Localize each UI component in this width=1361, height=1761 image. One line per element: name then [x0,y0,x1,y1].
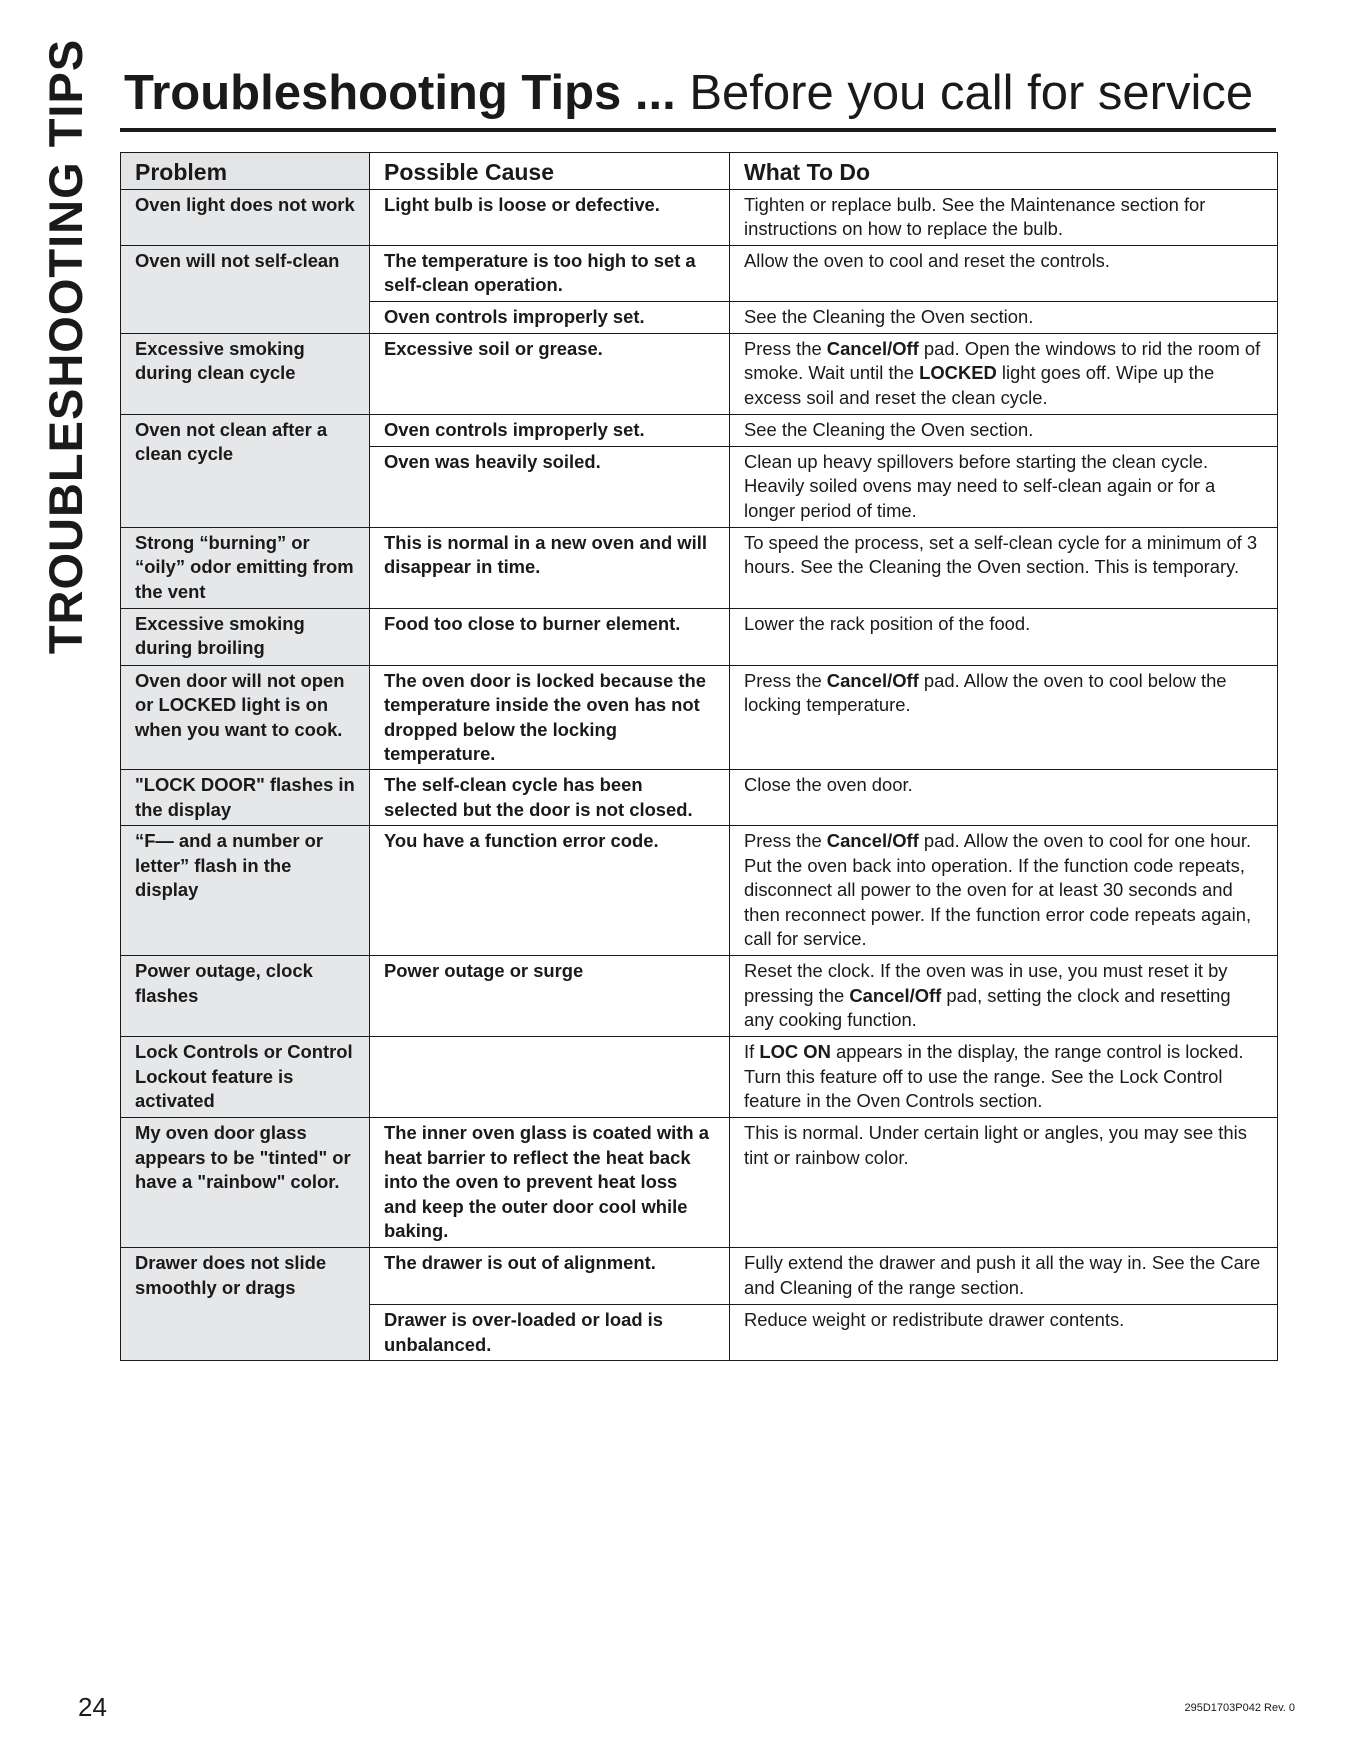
table-row [121,1037,1278,1118]
problem-cell: Strong “burning” or “oily” odor emitting from the vent [121,527,370,608]
todo-cell: Lower the rack position of the food. [730,608,1278,665]
table-row [121,333,1278,414]
table-row [121,1248,1278,1305]
title-rule [120,128,1276,132]
todo-cell: If LOC ON appears in the display, the range control is locked. Turn this feature off to use the range. See the Lock Control feature in the Oven Controls section. [730,1037,1278,1118]
table-row [121,414,1278,446]
todo-cell: This is normal. Under certain light or angles, you may see this tint or rainbow color. [730,1118,1278,1248]
table-row [121,770,1278,826]
todo-cell: See the Cleaning the Oven section. [730,301,1278,333]
cause-cell: The inner oven glass is coated with a heat barrier to reflect the heat back into the oven to prevent heat loss and keep the outer door cool while baking. [370,1118,730,1248]
table-row [121,1118,1278,1248]
table-row [121,245,1278,301]
cause-cell: Oven controls improperly set. [370,301,730,333]
todo-cell: Reset the clock. If the oven was in use, you must reset it by pressing the Cancel/Off pad, setting the clock and resetting any cooking function. [730,956,1278,1037]
cause-cell: You have a function error code. [370,826,730,956]
problem-cell: My oven door glass appears to be "tinted" or have a "rainbow" color. [121,1118,370,1248]
page-title [124,64,1253,123]
table-row [121,826,1278,956]
problem-cell: "LOCK DOOR" flashes in the display [121,770,370,826]
cause-cell: Excessive soil or grease. [370,333,730,414]
todo-cell: Press the Cancel/Off pad. Open the windows to rid the room of smoke. Wait until the LOCKED light goes off. Wipe up the excess soil and reset the clean cycle. [730,333,1278,414]
todo-cell: Fully extend the drawer and push it all the way in. See the Care and Cleaning of the range section. [730,1248,1278,1305]
cause-cell: The temperature is too high to set a self-clean operation. [370,245,730,301]
problem-cell: Oven light does not work [121,190,370,246]
table-header-row [121,153,1278,190]
todo-cell: Press the Cancel/Off pad. Allow the oven to cool below the locking temperature. [730,665,1278,770]
title-normal: Before you call for service [689,66,1254,120]
problem-cell: Lock Controls or Control Lockout feature is activated [121,1037,370,1118]
table-row [121,608,1278,665]
table-row [121,527,1278,608]
cause-cell: Light bulb is loose or defective. [370,190,730,246]
troubleshooting-table [120,152,1278,1361]
cause-cell: The self-clean cycle has been selected but the door is not closed. [370,770,730,826]
problem-cell: Oven not clean after a clean cycle [121,414,370,527]
problem-cell: Excessive smoking during clean cycle [121,333,370,414]
todo-cell: Reduce weight or redistribute drawer contents. [730,1305,1278,1361]
cause-cell: Oven controls improperly set. [370,414,730,446]
cause-cell: Oven was heavily soiled. [370,446,730,527]
side-tab [38,38,94,654]
problem-cell: Drawer does not slide smoothly or drags [121,1248,370,1361]
cause-cell: Food too close to burner element. [370,608,730,665]
cause-cell: Power outage or surge [370,956,730,1037]
problem-cell: Oven door will not open or LOCKED light is on when you want to cook. [121,665,370,770]
todo-cell: See the Cleaning the Oven section. [730,414,1278,446]
problem-cell: Oven will not self-clean [121,245,370,333]
side-tab-label: TROUBLESHOOTING TIPS [39,38,93,654]
table-row [121,956,1278,1037]
title-bold: Troubleshooting Tips ... [124,66,676,120]
header-todo: What To Do [730,153,1278,190]
cause-cell: The oven door is locked because the temperature inside the oven has not dropped below the locking temperature. [370,665,730,770]
todo-cell: To speed the process, set a self-clean cycle for a minimum of 3 hours. See the Cleaning the Oven section. This is temporary. [730,527,1278,608]
problem-cell: Power outage, clock flashes [121,956,370,1037]
todo-cell: Press the Cancel/Off pad. Allow the oven to cool for one hour. Put the oven back into operation. If the function code repeats, disconnect all power to the oven for at least 30 seconds and then reconnect power. If the function error code repeats again, call for service. [730,826,1278,956]
table-row [121,190,1278,246]
header-problem: Problem [121,153,370,190]
table-row [121,665,1278,770]
cause-cell: This is normal in a new oven and will disappear in time. [370,527,730,608]
problem-cell: Excessive smoking during broiling [121,608,370,665]
page-number: 24 [78,1692,107,1722]
header-cause: Possible Cause [370,153,730,190]
todo-cell: Allow the oven to cool and reset the controls. [730,245,1278,301]
cause-cell: The drawer is out of alignment. [370,1248,730,1305]
document-code: 295D1703P042 Rev. 0 [1184,1702,1295,1714]
todo-cell: Tighten or replace bulb. See the Maintenance section for instructions on how to replace the bulb. [730,190,1278,246]
todo-cell: Close the oven door. [730,770,1278,826]
cause-cell [370,1037,730,1118]
problem-cell: “F— and a number or letter” flash in the display [121,826,370,956]
cause-cell: Drawer is over-loaded or load is unbalanced. [370,1305,730,1361]
todo-cell: Clean up heavy spillovers before starting the clean cycle. Heavily soiled ovens may need to self-clean again or for a longer period of time. [730,446,1278,527]
